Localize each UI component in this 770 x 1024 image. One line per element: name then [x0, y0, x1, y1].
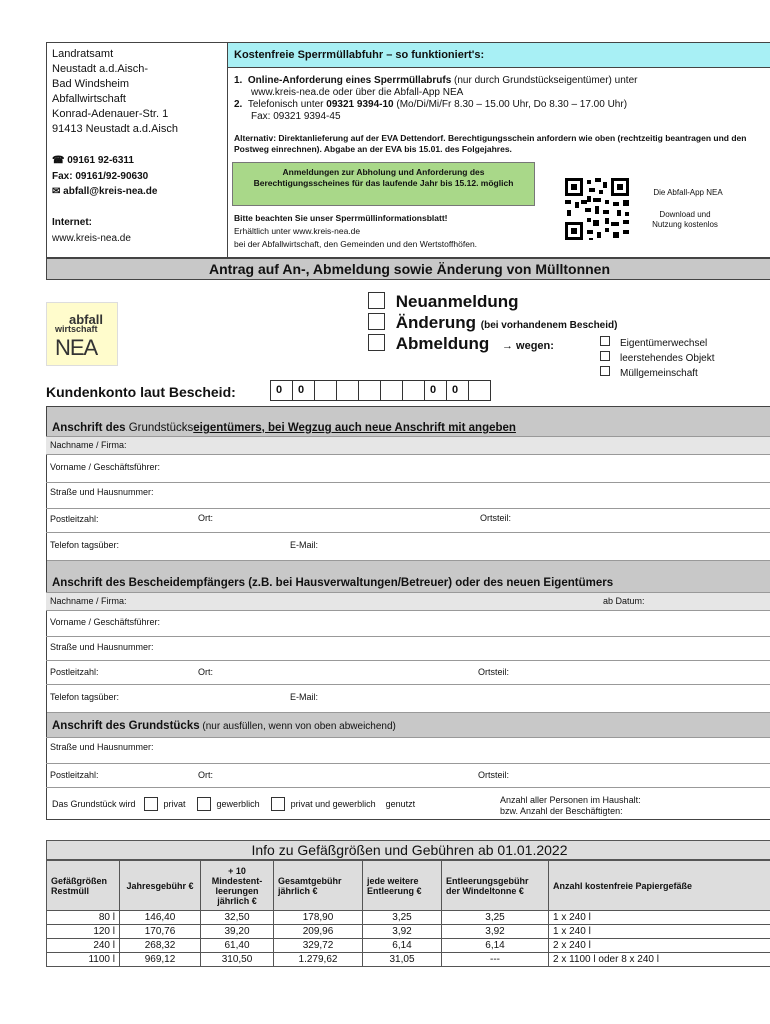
neuanmeldung-checkbox[interactable] — [368, 292, 385, 309]
form-title: Antrag auf An-, Abmeldung sowie Änderung von Mülltonnen — [46, 258, 770, 280]
konto-cell[interactable]: 0 — [270, 380, 293, 401]
field-label: Vorname / Geschäftsführer: — [50, 462, 161, 472]
fees-cell: 329,72 — [274, 939, 363, 953]
email-address[interactable]: abfall@kreis-nea.de — [63, 186, 158, 197]
fees-cell: 1100 l — [47, 953, 120, 967]
sperr-divider — [228, 67, 770, 68]
section3-title-bold: Anschrift des Grundstücks — [52, 720, 200, 732]
reason-muellgemeinschaft[interactable] — [600, 366, 715, 381]
sperr-item-2-line2: Fax: 09321 9394-45 — [251, 111, 341, 122]
owner-vorname-field[interactable] — [46, 454, 770, 482]
logo-line-3: NEA — [55, 335, 98, 360]
aenderung-label: Änderung — [395, 313, 477, 332]
reason-eigentuemerwechsel[interactable] — [600, 336, 715, 351]
address-line: Abfallwirtschaft — [52, 93, 126, 105]
internet-url[interactable]: www.kreis-nea.de — [52, 233, 131, 244]
use-tail-label: genutzt — [385, 799, 416, 809]
fees-cell: 3,92 — [363, 925, 442, 939]
address-line: Konrad-Adenauer-Str. 1 — [52, 108, 169, 120]
section1-title-underlined: eigentümers, bei Wegzug auch neue Anschrift mit angeben — [193, 422, 516, 434]
fees-cell: 6,14 — [363, 939, 442, 953]
property-ortsteil-label: Ortsteil: — [478, 770, 510, 780]
owner-strasse-field[interactable] — [46, 482, 770, 508]
fees-table — [46, 860, 770, 967]
recipient-ortsteil-label: Ortsteil: — [478, 667, 510, 677]
fees-header: Entleerungsgebühr der Windeltonne € — [442, 861, 549, 911]
property-ort-label: Ort: — [198, 770, 213, 780]
option-abmeldung[interactable] — [368, 334, 554, 354]
reason-list — [600, 336, 715, 381]
use-label: Das Grundstück wird — [52, 799, 136, 809]
mail-icon: ✉ — [52, 186, 61, 197]
reason-leerstehend[interactable] — [600, 351, 715, 366]
sperr-heading: Kostenfreie Sperrmüllabfuhr – so funktioniert's: — [228, 43, 770, 67]
fees-cell: 2 x 240 l — [549, 939, 770, 953]
table-row — [47, 925, 770, 939]
sperr-note — [234, 212, 477, 251]
field-label: Straße und Hausnummer: — [50, 487, 154, 497]
persons-label-line2: bzw. Anzahl der Beschäftigten: — [500, 806, 623, 816]
field-label: Nachname / Firma: — [50, 596, 127, 606]
sperr-item-2: 2. Telefonisch unter 09321 9394-10 (Mo/Di/Mi/Fr 8.30 – 15.00 Uhr, Do 8.30 – 17.00 Uhr) — [234, 99, 628, 110]
konto-cell[interactable]: 0 — [424, 380, 447, 401]
use-privat-checkbox[interactable] — [144, 797, 158, 811]
reason-label: Müllgemeinschaft — [620, 368, 698, 379]
fees-cell: 3,25 — [363, 911, 442, 925]
fees-cell: 1 x 240 l — [549, 911, 770, 925]
konto-cell[interactable] — [314, 380, 337, 401]
fees-cell: 170,76 — [120, 925, 201, 939]
recipient-ab-datum-label: ab Datum: — [603, 596, 645, 606]
fees-cell: 3,25 — [442, 911, 549, 925]
sperr-alternative: Alternativ: Direktanlieferung auf der EVA Dettendorf. Berechtigungsschein anfordern wie oben (rechtzeitig beantragen und den Postweg einrechnen). Abgabe an der EVA bis 15.01. des Folgejahres. — [234, 133, 747, 154]
konto-cell[interactable]: 0 — [446, 380, 469, 401]
konto-cell[interactable] — [402, 380, 425, 401]
field-label: Postleitzahl: — [50, 770, 99, 780]
recipient-ort-label: Ort: — [198, 667, 213, 677]
recipient-telefon-field[interactable] — [46, 684, 770, 712]
section1-title — [52, 422, 516, 434]
fees-cell: 31,05 — [363, 953, 442, 967]
field-label: Postleitzahl: — [50, 514, 99, 524]
option-aenderung[interactable] — [368, 313, 617, 333]
fees-cell: 6,14 — [442, 939, 549, 953]
fees-header: Anzahl kostenfreie Papiergefäße — [549, 861, 770, 911]
app-download-note: Download und Nutzung kostenlos — [652, 210, 718, 229]
recipient-vorname-field[interactable] — [46, 610, 770, 636]
fees-cell: 80 l — [47, 911, 120, 925]
fees-cell: 3,92 — [442, 925, 549, 939]
phone-line — [52, 155, 134, 166]
sperr-item-1-line2: www.kreis-nea.de oder über die Abfall-App NEA — [251, 87, 464, 98]
fees-cell: 969,12 — [120, 953, 201, 967]
abmeldung-checkbox[interactable] — [368, 334, 385, 351]
fees-cell: 32,50 — [201, 911, 274, 925]
fees-cell: 2 x 1100 l oder 8 x 240 l — [549, 953, 770, 967]
owner-telefon-field[interactable] — [46, 532, 770, 560]
fees-header: + 10 Mindestent-leerungen jährlich € — [201, 861, 274, 911]
fees-cell: 1 x 240 l — [549, 925, 770, 939]
logo-line-2: wirtschaft — [55, 324, 98, 334]
konto-cell[interactable] — [358, 380, 381, 401]
logo-line-1: abfall — [69, 312, 103, 327]
fees-header: Gesamtgebühr jährlich € — [274, 861, 363, 911]
section3-title — [52, 720, 396, 732]
field-label: Nachname / Firma: — [50, 440, 127, 450]
aenderung-note: (bei vorhandenem Bescheid) — [480, 320, 618, 331]
sperr-item2-rest: (Mo/Di/Mi/Fr 8.30 – 15.00 Uhr, Do 8.30 – 17.00 Uhr) — [393, 99, 628, 110]
fees-cell: 1.279,62 — [274, 953, 363, 967]
owner-email-label: E-Mail: — [290, 540, 319, 550]
fees-cell: 120 l — [47, 925, 120, 939]
reason-checkbox[interactable] — [600, 366, 610, 376]
field-label: Telefon tagsüber: — [50, 692, 120, 702]
address-block — [52, 47, 178, 137]
sperr-item-1: 1. Online-Anforderung eines Sperrmüllabrufs (nur durch Grundstückseigentümer) unter — [234, 75, 638, 86]
fees-cell: 61,40 — [201, 939, 274, 953]
fees-cell: --- — [442, 953, 549, 967]
sperr-list — [234, 75, 764, 123]
persons-label-line1: Anzahl aller Personen im Haushalt: — [500, 795, 641, 805]
recipient-name-field[interactable] — [46, 592, 770, 610]
sperr-item1-rest: (nur durch Grundstückseigentümer) unter — [451, 75, 638, 86]
sperr-green-box: Anmeldungen zur Abholung und Anforderung des Berechtigungsscheines für das laufende Jahr bis 15.12. möglich — [232, 162, 535, 206]
table-row — [47, 953, 770, 967]
sperr-item2-bold: 09321 9394-10 — [326, 99, 394, 110]
field-label: Vorname / Geschäftsführer: — [50, 617, 161, 627]
field-label: Telefon tagsüber: — [50, 540, 120, 550]
neuanmeldung-label: Neuanmeldung — [395, 292, 519, 311]
fees-cell: 310,50 — [201, 953, 274, 967]
qr-code-icon — [563, 176, 631, 242]
use-gewerblich-checkbox[interactable] — [197, 797, 211, 811]
section2-title: Anschrift des Bescheidempfängers (z.B. bei Hausverwaltungen/Betreuer) oder des neuen Eigentümers — [52, 577, 614, 589]
app-label: Die Abfall-App NEA — [653, 188, 723, 197]
address-line: Bad Windsheim — [52, 78, 130, 90]
field-label: Straße und Hausnummer: — [50, 642, 154, 652]
fees-cell: 240 l — [47, 939, 120, 953]
section1-title-pre: Anschrift des — [52, 422, 129, 434]
fees-cell: 268,32 — [120, 939, 201, 953]
reason-checkbox[interactable] — [600, 351, 610, 361]
property-use-options — [52, 797, 415, 811]
phone-number: 09161 92-6311 — [67, 155, 134, 166]
owner-name-field[interactable] — [46, 436, 770, 454]
abmeldung-label: Abmeldung — [395, 334, 490, 353]
table-row — [47, 911, 770, 925]
logo — [46, 302, 118, 366]
use-gewerblich-label: gewerblich — [216, 799, 260, 809]
fees-header: jede weitere Entleerung € — [363, 861, 442, 911]
use-privat-label: privat — [163, 799, 186, 809]
recipient-email-label: E-Mail: — [290, 692, 319, 702]
aenderung-checkbox[interactable] — [368, 313, 385, 330]
owner-plz-field[interactable] — [46, 508, 770, 532]
kundenkonto-label: Kundenkonto laut Bescheid: — [46, 384, 236, 400]
sperr-note-line3: bei der Abfallwirtschaft, den Gemeinden und den Wertstoffhöfen. — [234, 239, 478, 249]
fees-cell: 39,20 — [201, 925, 274, 939]
fees-cell: 146,40 — [120, 911, 201, 925]
konto-cell[interactable] — [380, 380, 403, 401]
address-line: Neustadt a.d.Aisch- — [52, 63, 148, 75]
fees-header: Gefäßgrößen Restmüll — [47, 861, 120, 911]
recipient-strasse-field[interactable] — [46, 636, 770, 660]
property-strasse-field[interactable] — [46, 737, 770, 763]
option-neuanmeldung[interactable] — [368, 292, 519, 312]
email-line — [52, 186, 157, 197]
sperr-note-line2: Erhältlich unter www.kreis-nea.de — [234, 226, 361, 236]
sperr-item1-bold: Online-Anforderung eines Sperrmüllabrufs — [247, 75, 452, 86]
address-line: 91413 Neustadt a.d.Aisch — [52, 123, 178, 135]
reason-label: leerstehendes Objekt — [620, 353, 715, 364]
field-label: Postleitzahl: — [50, 667, 99, 677]
persons-label — [500, 795, 641, 817]
sperr-note-bold: Bitte beachten Sie unser Sperrmüllinformationsblatt! — [234, 213, 448, 223]
konto-cell[interactable]: 0 — [292, 380, 315, 401]
owner-ortsteil-label: Ortsteil: — [480, 513, 512, 523]
sperr-item2-pre: Telefonisch unter — [247, 99, 327, 110]
address-line: Landratsamt — [52, 48, 114, 60]
konto-cell[interactable] — [336, 380, 359, 401]
abmeldung-reason-arrow: → wegen: — [501, 340, 554, 352]
fax-line: Fax: 09161/92-90630 — [52, 171, 149, 182]
owner-ort-label: Ort: — [198, 513, 213, 523]
table-row — [47, 939, 770, 953]
kundenkonto-cells[interactable] — [270, 380, 491, 401]
internet-label: Internet: — [52, 217, 92, 228]
section3-title-note: (nur ausfüllen, wenn von oben abweichend) — [199, 721, 396, 732]
section1-title-plain: Grundstücks — [128, 422, 194, 434]
fees-title: Info zu Gefäßgrößen und Gebühren ab 01.01.2022 — [46, 840, 770, 860]
property-plz-field[interactable] — [46, 763, 770, 787]
fees-header: Jahresgebühr € — [120, 861, 201, 911]
konto-cell[interactable] — [468, 380, 491, 401]
reason-checkbox[interactable] — [600, 336, 610, 346]
use-both-checkbox[interactable] — [271, 797, 285, 811]
fees-cell: 209,96 — [274, 925, 363, 939]
fees-cell: 178,90 — [274, 911, 363, 925]
field-label: Straße und Hausnummer: — [50, 742, 154, 752]
use-both-label: privat und gewerblich — [290, 799, 376, 809]
header-divider — [227, 42, 228, 258]
reason-label: Eigentümerwechsel — [620, 338, 708, 349]
recipient-plz-field[interactable] — [46, 660, 770, 684]
phone-icon: ☎ — [52, 155, 65, 166]
